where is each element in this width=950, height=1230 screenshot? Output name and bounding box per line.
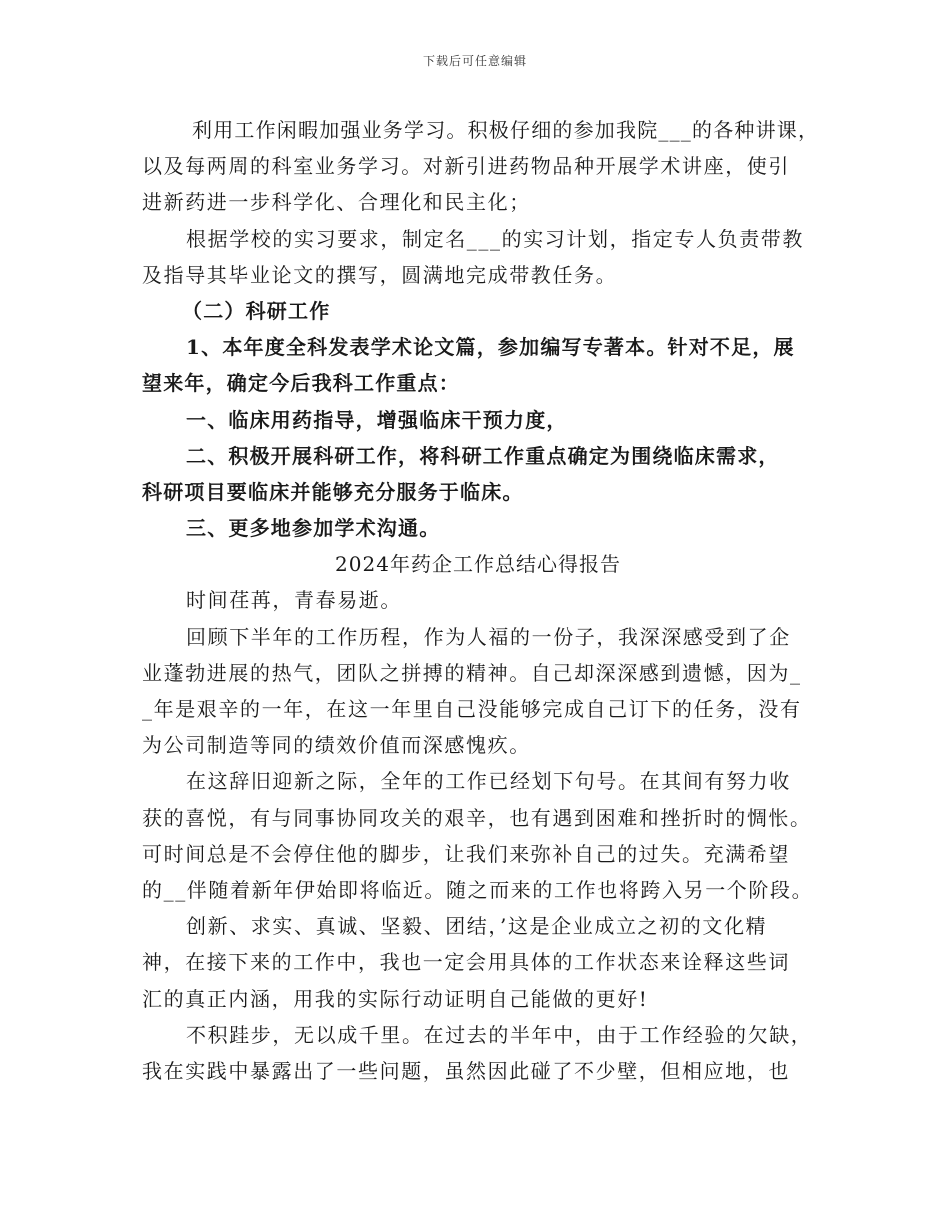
paragraph-line: 以及每两周的科室业务学习。对新引进药物品种开展学术讲座，使引 (142, 154, 790, 179)
paragraph-line: 在这辞旧迎新之际，全年的工作已经划下句号。在其间有努力收 (186, 769, 791, 794)
document-body (142, 112, 820, 1089)
paragraph-line: 神，在接下来的工作中，我也一定会用具体的工作状态来诠释这些词 (142, 950, 790, 975)
paragraph-line: 利用工作闲暇加强业务学习。积极仔细的参加我院___的各种讲课， (192, 118, 820, 142)
paragraph-line: 我在实践中暴露出了一些问题，虽然因此碰了不少壁，但相应地，也 (142, 1058, 790, 1083)
paragraph-line: 创新、求实、真诚、坚毅、团结，’这是企业成立之初的文化精 (186, 914, 768, 939)
paragraph-line: 根据学校的实习要求，制定名___的实习计划，指定专人负责带教 (186, 226, 804, 251)
paragraph-line: 为公司制造等同的绩效价值而深感愧疚。 (142, 733, 531, 758)
paragraph-line: 及指导其毕业论文的撰写，圆满地完成带教任务。 (142, 262, 618, 287)
paragraph-line: 望来年，确定今后我科工作重点： (142, 371, 460, 396)
document-title: 2024年药企工作总结心得报告 (335, 552, 621, 577)
list-item: 二、积极开展科研工作，将科研工作重点确定为围绕临床需求， (186, 443, 780, 468)
paragraph-line: 进新药进一步科学化、合理化和民主化； (142, 190, 531, 215)
section-heading: （二）科研工作 (182, 298, 331, 323)
paragraph-line: 回顾下半年的工作历程，作为人福的一份子，我深深感受到了企 (186, 624, 791, 649)
page-header: 下载后可任意编辑 (422, 54, 527, 68)
paragraph-line: 获的喜悦，有与同事协同攻关的艰辛，也有遇到困难和挫折时的惆怅。 (142, 805, 812, 830)
list-item: 三、更多地参加学术沟通。 (186, 516, 441, 541)
paragraph-line: 汇的真正内涵，用我的实际行动证明自己能做的更好! (142, 986, 649, 1011)
list-item: 一、临床用药指导，增强临床干预力度， (186, 407, 568, 432)
paragraph-line: 业蓬勃进展的热气，团队之拼搏的精神。自己却深深感到遗憾，因为_ (142, 660, 802, 685)
paragraph-line: 1、本年度全科发表学术论文篇，参加编写专著本。针对不足，展 (186, 335, 795, 360)
paragraph-line: 科研项目要临床并能够充分服务于临床。 (142, 479, 524, 504)
paragraph-line: 的__伴随着新年伊始即将临近。随之而来的工作也将跨入另一个阶段。 (142, 877, 814, 902)
paragraph-line: 时间荏苒，青春易逝。 (186, 588, 402, 613)
paragraph-line: 可时间总是不会停住他的脚步，让我们来弥补自己的过失。充满希望 (142, 841, 790, 866)
paragraph-line: 不积跬步，无以成千里。在过去的半年中，由于工作经验的欠缺， (186, 1022, 813, 1047)
paragraph-line: _年是艰辛的一年，在这一年里自己没能够完成自己订下的任务，没有 (142, 697, 802, 721)
